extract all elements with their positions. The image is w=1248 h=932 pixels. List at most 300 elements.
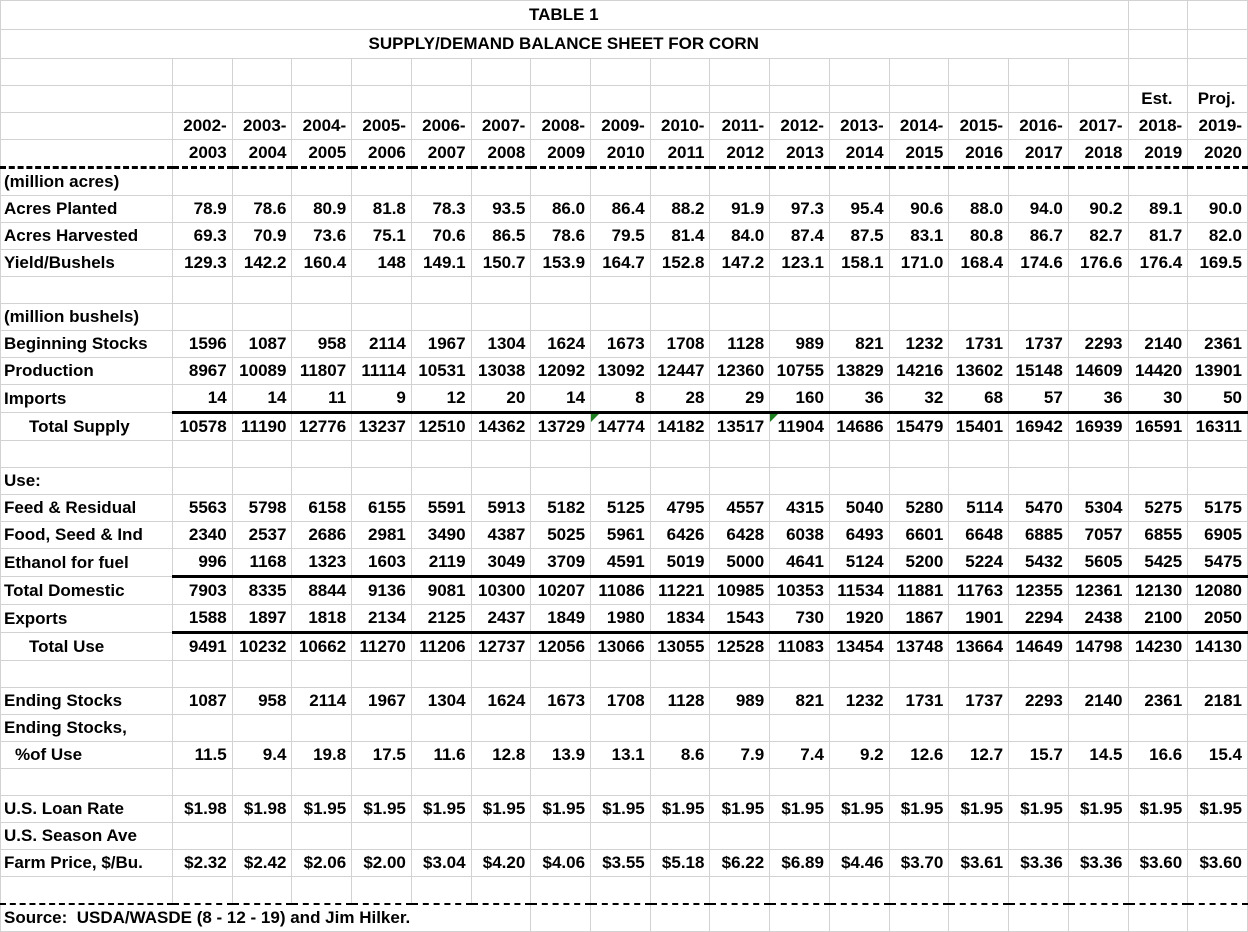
empty-cell[interactable] [770, 59, 830, 86]
data-cell[interactable]: 11.5 [173, 742, 233, 769]
data-cell[interactable]: 2361 [1128, 688, 1188, 715]
table-title[interactable]: TABLE 1 [1, 1, 1129, 30]
year-header[interactable]: 2008- [531, 113, 591, 140]
data-cell[interactable]: 9136 [352, 577, 412, 605]
empty-cell[interactable] [710, 468, 770, 495]
year-header[interactable]: 2011 [650, 140, 710, 168]
empty-cell[interactable] [889, 715, 949, 742]
year-header[interactable]: 2016- [1009, 113, 1069, 140]
year-header[interactable]: 2017- [1068, 113, 1128, 140]
empty-cell[interactable] [829, 661, 889, 688]
empty-cell[interactable] [1009, 468, 1069, 495]
empty-cell[interactable] [1009, 304, 1069, 331]
data-cell[interactable]: 5114 [949, 495, 1009, 522]
data-cell[interactable]: 176.6 [1068, 250, 1128, 277]
data-cell[interactable]: 6038 [770, 522, 830, 549]
data-cell[interactable]: $2.06 [292, 850, 352, 877]
empty-cell[interactable] [531, 823, 591, 850]
empty-cell[interactable] [889, 877, 949, 905]
empty-cell[interactable] [232, 86, 292, 113]
data-cell[interactable]: 5124 [829, 549, 889, 577]
data-cell[interactable]: 15.7 [1009, 742, 1069, 769]
data-cell[interactable]: 1588 [173, 605, 233, 633]
empty-cell[interactable] [411, 769, 471, 796]
year-header[interactable]: 2006 [352, 140, 412, 168]
data-cell[interactable]: 8.6 [650, 742, 710, 769]
data-cell[interactable]: 2981 [352, 522, 412, 549]
empty-cell[interactable] [1, 769, 173, 796]
empty-cell[interactable] [531, 769, 591, 796]
data-cell[interactable]: 148 [352, 250, 412, 277]
data-cell[interactable]: 86.0 [531, 196, 591, 223]
data-cell[interactable]: 87.4 [770, 223, 830, 250]
empty-cell[interactable] [829, 468, 889, 495]
empty-cell[interactable] [1188, 661, 1248, 688]
empty-cell[interactable] [710, 877, 770, 905]
empty-cell[interactable] [471, 277, 531, 304]
data-cell[interactable]: 1596 [173, 331, 233, 358]
data-cell[interactable]: 5304 [1068, 495, 1128, 522]
data-cell[interactable]: 2361 [1188, 331, 1248, 358]
year-header[interactable]: 2018- [1128, 113, 1188, 140]
empty-cell[interactable] [1068, 304, 1128, 331]
data-cell[interactable]: 1128 [650, 688, 710, 715]
data-cell[interactable]: 2537 [232, 522, 292, 549]
data-cell[interactable]: 12056 [531, 633, 591, 661]
empty-cell[interactable] [949, 715, 1009, 742]
data-cell[interactable]: $1.98 [173, 796, 233, 823]
data-cell[interactable]: 69.3 [173, 223, 233, 250]
data-cell[interactable]: 1897 [232, 605, 292, 633]
empty-cell[interactable] [1, 877, 173, 905]
empty-cell[interactable] [1128, 1, 1188, 30]
row-label[interactable]: (million bushels) [1, 304, 173, 331]
empty-cell[interactable] [591, 769, 651, 796]
empty-cell[interactable] [1009, 86, 1069, 113]
empty-cell[interactable] [531, 168, 591, 196]
empty-cell[interactable] [1188, 168, 1248, 196]
empty-cell[interactable] [1068, 59, 1128, 86]
data-cell[interactable]: 5125 [591, 495, 651, 522]
empty-cell[interactable] [173, 304, 233, 331]
data-cell[interactable]: 89.1 [1128, 196, 1188, 223]
data-cell[interactable]: 5019 [650, 549, 710, 577]
data-cell[interactable]: 2437 [471, 605, 531, 633]
empty-cell[interactable] [352, 468, 412, 495]
empty-cell[interactable] [829, 441, 889, 468]
empty-cell[interactable] [232, 59, 292, 86]
data-cell[interactable]: 16939 [1068, 413, 1128, 441]
empty-cell[interactable] [1068, 468, 1128, 495]
empty-cell[interactable] [650, 715, 710, 742]
row-label[interactable]: Beginning Stocks [1, 331, 173, 358]
data-cell[interactable]: 5605 [1068, 549, 1128, 577]
row-label[interactable]: U.S. Season Ave [1, 823, 173, 850]
year-header[interactable]: 2018 [1068, 140, 1128, 168]
data-cell[interactable]: 12528 [710, 633, 770, 661]
empty-cell[interactable] [1128, 304, 1188, 331]
data-cell[interactable]: 10353 [770, 577, 830, 605]
data-cell[interactable]: 16.6 [1128, 742, 1188, 769]
year-header[interactable]: 2007 [411, 140, 471, 168]
data-cell[interactable]: 11270 [352, 633, 412, 661]
data-cell[interactable]: 5000 [710, 549, 770, 577]
data-cell[interactable]: 958 [292, 331, 352, 358]
empty-cell[interactable] [770, 715, 830, 742]
row-label[interactable]: Acres Planted [1, 196, 173, 223]
data-cell[interactable]: 5798 [232, 495, 292, 522]
row-label[interactable]: (million acres) [1, 168, 173, 196]
data-cell[interactable]: 3709 [531, 549, 591, 577]
data-cell[interactable]: 10207 [531, 577, 591, 605]
empty-cell[interactable] [829, 904, 889, 932]
empty-cell[interactable] [232, 877, 292, 905]
data-cell[interactable]: 5040 [829, 495, 889, 522]
empty-cell[interactable] [1128, 769, 1188, 796]
empty-cell[interactable] [173, 715, 233, 742]
empty-cell[interactable] [1188, 715, 1248, 742]
empty-cell[interactable] [411, 715, 471, 742]
data-cell[interactable]: 10089 [232, 358, 292, 385]
data-cell[interactable]: 169.5 [1188, 250, 1248, 277]
empty-cell[interactable] [770, 168, 830, 196]
empty-cell[interactable] [650, 904, 710, 932]
empty-cell[interactable] [1009, 661, 1069, 688]
data-cell[interactable]: 1232 [829, 688, 889, 715]
year-header[interactable]: 2004 [232, 140, 292, 168]
data-cell[interactable]: 1920 [829, 605, 889, 633]
empty-cell[interactable] [411, 823, 471, 850]
empty-cell[interactable] [829, 715, 889, 742]
empty-cell[interactable] [949, 661, 1009, 688]
data-cell[interactable]: 11 [292, 385, 352, 413]
empty-cell[interactable] [1128, 661, 1188, 688]
data-cell[interactable]: 1603 [352, 549, 412, 577]
data-cell[interactable]: 90.2 [1068, 196, 1128, 223]
data-cell[interactable]: 11083 [770, 633, 830, 661]
data-cell[interactable]: 1543 [710, 605, 770, 633]
empty-cell[interactable] [949, 277, 1009, 304]
empty-cell[interactable] [829, 769, 889, 796]
empty-cell[interactable] [650, 661, 710, 688]
data-cell[interactable]: 5275 [1128, 495, 1188, 522]
empty-cell[interactable] [1068, 877, 1128, 905]
data-cell[interactable]: 14798 [1068, 633, 1128, 661]
data-cell[interactable]: $2.32 [173, 850, 233, 877]
data-cell[interactable]: 9081 [411, 577, 471, 605]
data-cell[interactable]: 8967 [173, 358, 233, 385]
data-cell[interactable]: 6905 [1188, 522, 1248, 549]
empty-cell[interactable] [1188, 59, 1248, 86]
empty-cell[interactable] [232, 769, 292, 796]
empty-cell[interactable] [591, 877, 651, 905]
data-cell[interactable]: 5470 [1009, 495, 1069, 522]
data-cell[interactable]: 176.4 [1128, 250, 1188, 277]
data-cell[interactable]: 32 [889, 385, 949, 413]
data-cell[interactable]: 13829 [829, 358, 889, 385]
empty-cell[interactable] [352, 877, 412, 905]
empty-cell[interactable] [949, 769, 1009, 796]
data-cell[interactable]: 2686 [292, 522, 352, 549]
data-cell[interactable]: 10232 [232, 633, 292, 661]
data-cell[interactable]: 3049 [471, 549, 531, 577]
empty-cell[interactable] [411, 304, 471, 331]
data-cell[interactable]: 7057 [1068, 522, 1128, 549]
empty-cell[interactable] [650, 86, 710, 113]
empty-cell[interactable] [292, 715, 352, 742]
empty-cell[interactable] [591, 904, 651, 932]
empty-cell[interactable] [173, 168, 233, 196]
empty-cell[interactable] [471, 441, 531, 468]
row-label[interactable]: U.S. Loan Rate [1, 796, 173, 823]
data-cell[interactable]: 12776 [292, 413, 352, 441]
data-cell[interactable]: 1967 [352, 688, 412, 715]
empty-cell[interactable] [232, 823, 292, 850]
empty-cell[interactable] [531, 277, 591, 304]
empty-cell[interactable] [770, 661, 830, 688]
empty-cell[interactable] [949, 904, 1009, 932]
data-cell[interactable]: 11807 [292, 358, 352, 385]
data-cell[interactable]: 129.3 [173, 250, 233, 277]
data-cell[interactable]: 1168 [232, 549, 292, 577]
empty-cell[interactable] [1068, 277, 1128, 304]
data-cell[interactable]: 174.6 [1009, 250, 1069, 277]
row-label[interactable]: Acres Harvested [1, 223, 173, 250]
data-cell[interactable]: $1.95 [591, 796, 651, 823]
row-label[interactable]: Farm Price, $/Bu. [1, 850, 173, 877]
data-cell[interactable]: 142.2 [232, 250, 292, 277]
data-cell[interactable]: 5280 [889, 495, 949, 522]
data-cell[interactable]: 1867 [889, 605, 949, 633]
year-header[interactable]: 2013- [829, 113, 889, 140]
year-header[interactable]: 2016 [949, 140, 1009, 168]
data-cell[interactable]: 6648 [949, 522, 1009, 549]
empty-cell[interactable] [1068, 168, 1128, 196]
data-cell[interactable]: 8 [591, 385, 651, 413]
data-cell[interactable]: 91.9 [710, 196, 770, 223]
empty-cell[interactable] [829, 59, 889, 86]
data-cell[interactable]: 88.2 [650, 196, 710, 223]
empty-cell[interactable] [1188, 30, 1248, 59]
year-header[interactable]: 2003 [173, 140, 233, 168]
year-header[interactable]: 2010 [591, 140, 651, 168]
data-cell[interactable]: 90.0 [1188, 196, 1248, 223]
empty-cell[interactable] [411, 441, 471, 468]
year-header[interactable]: 2009 [531, 140, 591, 168]
data-cell[interactable]: 11534 [829, 577, 889, 605]
data-cell[interactable]: 160 [770, 385, 830, 413]
empty-cell[interactable] [1188, 304, 1248, 331]
empty-cell[interactable] [173, 661, 233, 688]
empty-cell[interactable] [232, 168, 292, 196]
empty-cell[interactable] [650, 59, 710, 86]
empty-cell[interactable] [471, 715, 531, 742]
data-cell[interactable]: $1.95 [889, 796, 949, 823]
data-cell[interactable]: 996 [173, 549, 233, 577]
row-label[interactable]: Feed & Residual [1, 495, 173, 522]
data-cell[interactable]: 78.6 [232, 196, 292, 223]
empty-cell[interactable] [1128, 30, 1188, 59]
data-cell[interactable]: 28 [650, 385, 710, 413]
empty-cell[interactable] [770, 769, 830, 796]
data-cell[interactable]: 1849 [531, 605, 591, 633]
data-cell[interactable]: $3.70 [889, 850, 949, 877]
data-cell[interactable]: 160.4 [292, 250, 352, 277]
empty-cell[interactable] [173, 59, 233, 86]
year-header[interactable]: 2017 [1009, 140, 1069, 168]
row-label[interactable]: Yield/Bushels [1, 250, 173, 277]
data-cell[interactable]: 7.4 [770, 742, 830, 769]
empty-cell[interactable] [949, 468, 1009, 495]
data-cell[interactable]: 1624 [531, 331, 591, 358]
year-header[interactable]: 2012 [710, 140, 770, 168]
data-cell[interactable]: 2114 [292, 688, 352, 715]
data-cell[interactable]: 1901 [949, 605, 1009, 633]
data-cell[interactable]: 5475 [1188, 549, 1248, 577]
empty-cell[interactable] [889, 441, 949, 468]
data-cell[interactable]: 14130 [1188, 633, 1248, 661]
empty-cell[interactable] [1188, 468, 1248, 495]
data-cell[interactable]: $3.36 [1068, 850, 1128, 877]
data-cell[interactable]: 1087 [232, 331, 292, 358]
data-cell[interactable]: 2050 [1188, 605, 1248, 633]
data-cell[interactable]: $1.95 [292, 796, 352, 823]
data-cell[interactable]: 16942 [1009, 413, 1069, 441]
data-cell[interactable]: 7.9 [710, 742, 770, 769]
data-cell[interactable]: 5200 [889, 549, 949, 577]
data-cell[interactable]: 10578 [173, 413, 233, 441]
data-cell[interactable]: 81.8 [352, 196, 412, 223]
year-header[interactable]: 2014- [889, 113, 949, 140]
empty-cell[interactable] [471, 86, 531, 113]
year-header[interactable]: 2010- [650, 113, 710, 140]
empty-cell[interactable] [1068, 715, 1128, 742]
empty-cell[interactable] [232, 661, 292, 688]
empty-cell[interactable] [471, 468, 531, 495]
empty-cell[interactable] [352, 86, 412, 113]
data-cell[interactable]: 2293 [1009, 688, 1069, 715]
data-cell[interactable]: 8844 [292, 577, 352, 605]
data-cell[interactable]: 10755 [770, 358, 830, 385]
row-label[interactable]: Ending Stocks, [1, 715, 173, 742]
empty-cell[interactable] [949, 877, 1009, 905]
data-cell[interactable]: 1323 [292, 549, 352, 577]
empty-cell[interactable] [232, 304, 292, 331]
empty-cell[interactable] [710, 441, 770, 468]
empty-cell[interactable] [173, 86, 233, 113]
data-cell[interactable]: 1087 [173, 688, 233, 715]
empty-cell[interactable] [889, 59, 949, 86]
data-cell[interactable]: 11114 [352, 358, 412, 385]
data-cell[interactable]: $1.95 [829, 796, 889, 823]
empty-cell[interactable] [889, 904, 949, 932]
year-header[interactable]: 2020 [1188, 140, 1248, 168]
empty-cell[interactable] [1, 140, 173, 168]
empty-cell[interactable] [352, 304, 412, 331]
data-cell[interactable]: 13038 [471, 358, 531, 385]
data-cell[interactable]: 12 [411, 385, 471, 413]
empty-cell[interactable] [591, 661, 651, 688]
empty-cell[interactable] [710, 277, 770, 304]
row-label[interactable]: %of Use [1, 742, 173, 769]
data-cell[interactable]: 168.4 [949, 250, 1009, 277]
empty-cell[interactable] [889, 823, 949, 850]
empty-cell[interactable] [1068, 904, 1128, 932]
empty-cell[interactable] [292, 59, 352, 86]
data-cell[interactable]: 16311 [1188, 413, 1248, 441]
data-cell[interactable]: $1.95 [1068, 796, 1128, 823]
empty-cell[interactable] [770, 904, 830, 932]
empty-cell[interactable] [292, 661, 352, 688]
year-header[interactable]: 2002- [173, 113, 233, 140]
empty-cell[interactable] [173, 823, 233, 850]
data-cell[interactable]: $3.60 [1188, 850, 1248, 877]
data-cell[interactable]: 80.9 [292, 196, 352, 223]
data-cell[interactable]: 5025 [531, 522, 591, 549]
data-cell[interactable]: 14 [173, 385, 233, 413]
year-header[interactable]: 2005 [292, 140, 352, 168]
data-cell[interactable]: 9.2 [829, 742, 889, 769]
empty-cell[interactable] [1009, 277, 1069, 304]
empty-cell[interactable] [829, 304, 889, 331]
data-cell[interactable]: 97.3 [770, 196, 830, 223]
data-cell[interactable]: 821 [829, 331, 889, 358]
data-cell[interactable]: 12092 [531, 358, 591, 385]
data-cell[interactable]: 68 [949, 385, 1009, 413]
row-label[interactable]: Exports [1, 605, 173, 633]
empty-cell[interactable] [411, 86, 471, 113]
data-cell[interactable]: 1673 [591, 331, 651, 358]
data-cell[interactable]: $1.95 [710, 796, 770, 823]
empty-cell[interactable] [292, 304, 352, 331]
empty-cell[interactable] [232, 715, 292, 742]
data-cell[interactable]: 16591 [1128, 413, 1188, 441]
empty-cell[interactable] [591, 715, 651, 742]
empty-cell[interactable] [770, 304, 830, 331]
empty-cell[interactable] [710, 769, 770, 796]
data-cell[interactable]: 958 [232, 688, 292, 715]
year-header[interactable]: 2006- [411, 113, 471, 140]
empty-cell[interactable] [1188, 441, 1248, 468]
empty-cell[interactable] [650, 304, 710, 331]
empty-cell[interactable] [292, 877, 352, 905]
data-cell[interactable]: 6601 [889, 522, 949, 549]
data-cell[interactable]: $1.95 [949, 796, 1009, 823]
empty-cell[interactable] [411, 661, 471, 688]
data-cell[interactable]: 14362 [471, 413, 531, 441]
empty-cell[interactable] [650, 769, 710, 796]
year-header[interactable]: 2013 [770, 140, 830, 168]
empty-cell[interactable] [292, 86, 352, 113]
data-cell[interactable]: 5425 [1128, 549, 1188, 577]
data-cell[interactable]: 2119 [411, 549, 471, 577]
data-cell[interactable]: 7903 [173, 577, 233, 605]
data-cell[interactable]: 1818 [292, 605, 352, 633]
data-cell[interactable]: 152.8 [650, 250, 710, 277]
data-cell[interactable]: 3490 [411, 522, 471, 549]
empty-cell[interactable] [770, 468, 830, 495]
data-cell[interactable]: 5563 [173, 495, 233, 522]
empty-cell[interactable] [770, 877, 830, 905]
empty-cell[interactable] [232, 441, 292, 468]
empty-cell[interactable] [650, 277, 710, 304]
data-cell[interactable]: 86.5 [471, 223, 531, 250]
year-header[interactable]: 2007- [471, 113, 531, 140]
data-cell[interactable]: $1.95 [1188, 796, 1248, 823]
data-cell[interactable]: 4641 [770, 549, 830, 577]
empty-cell[interactable] [1128, 59, 1188, 86]
data-cell[interactable]: $4.20 [471, 850, 531, 877]
